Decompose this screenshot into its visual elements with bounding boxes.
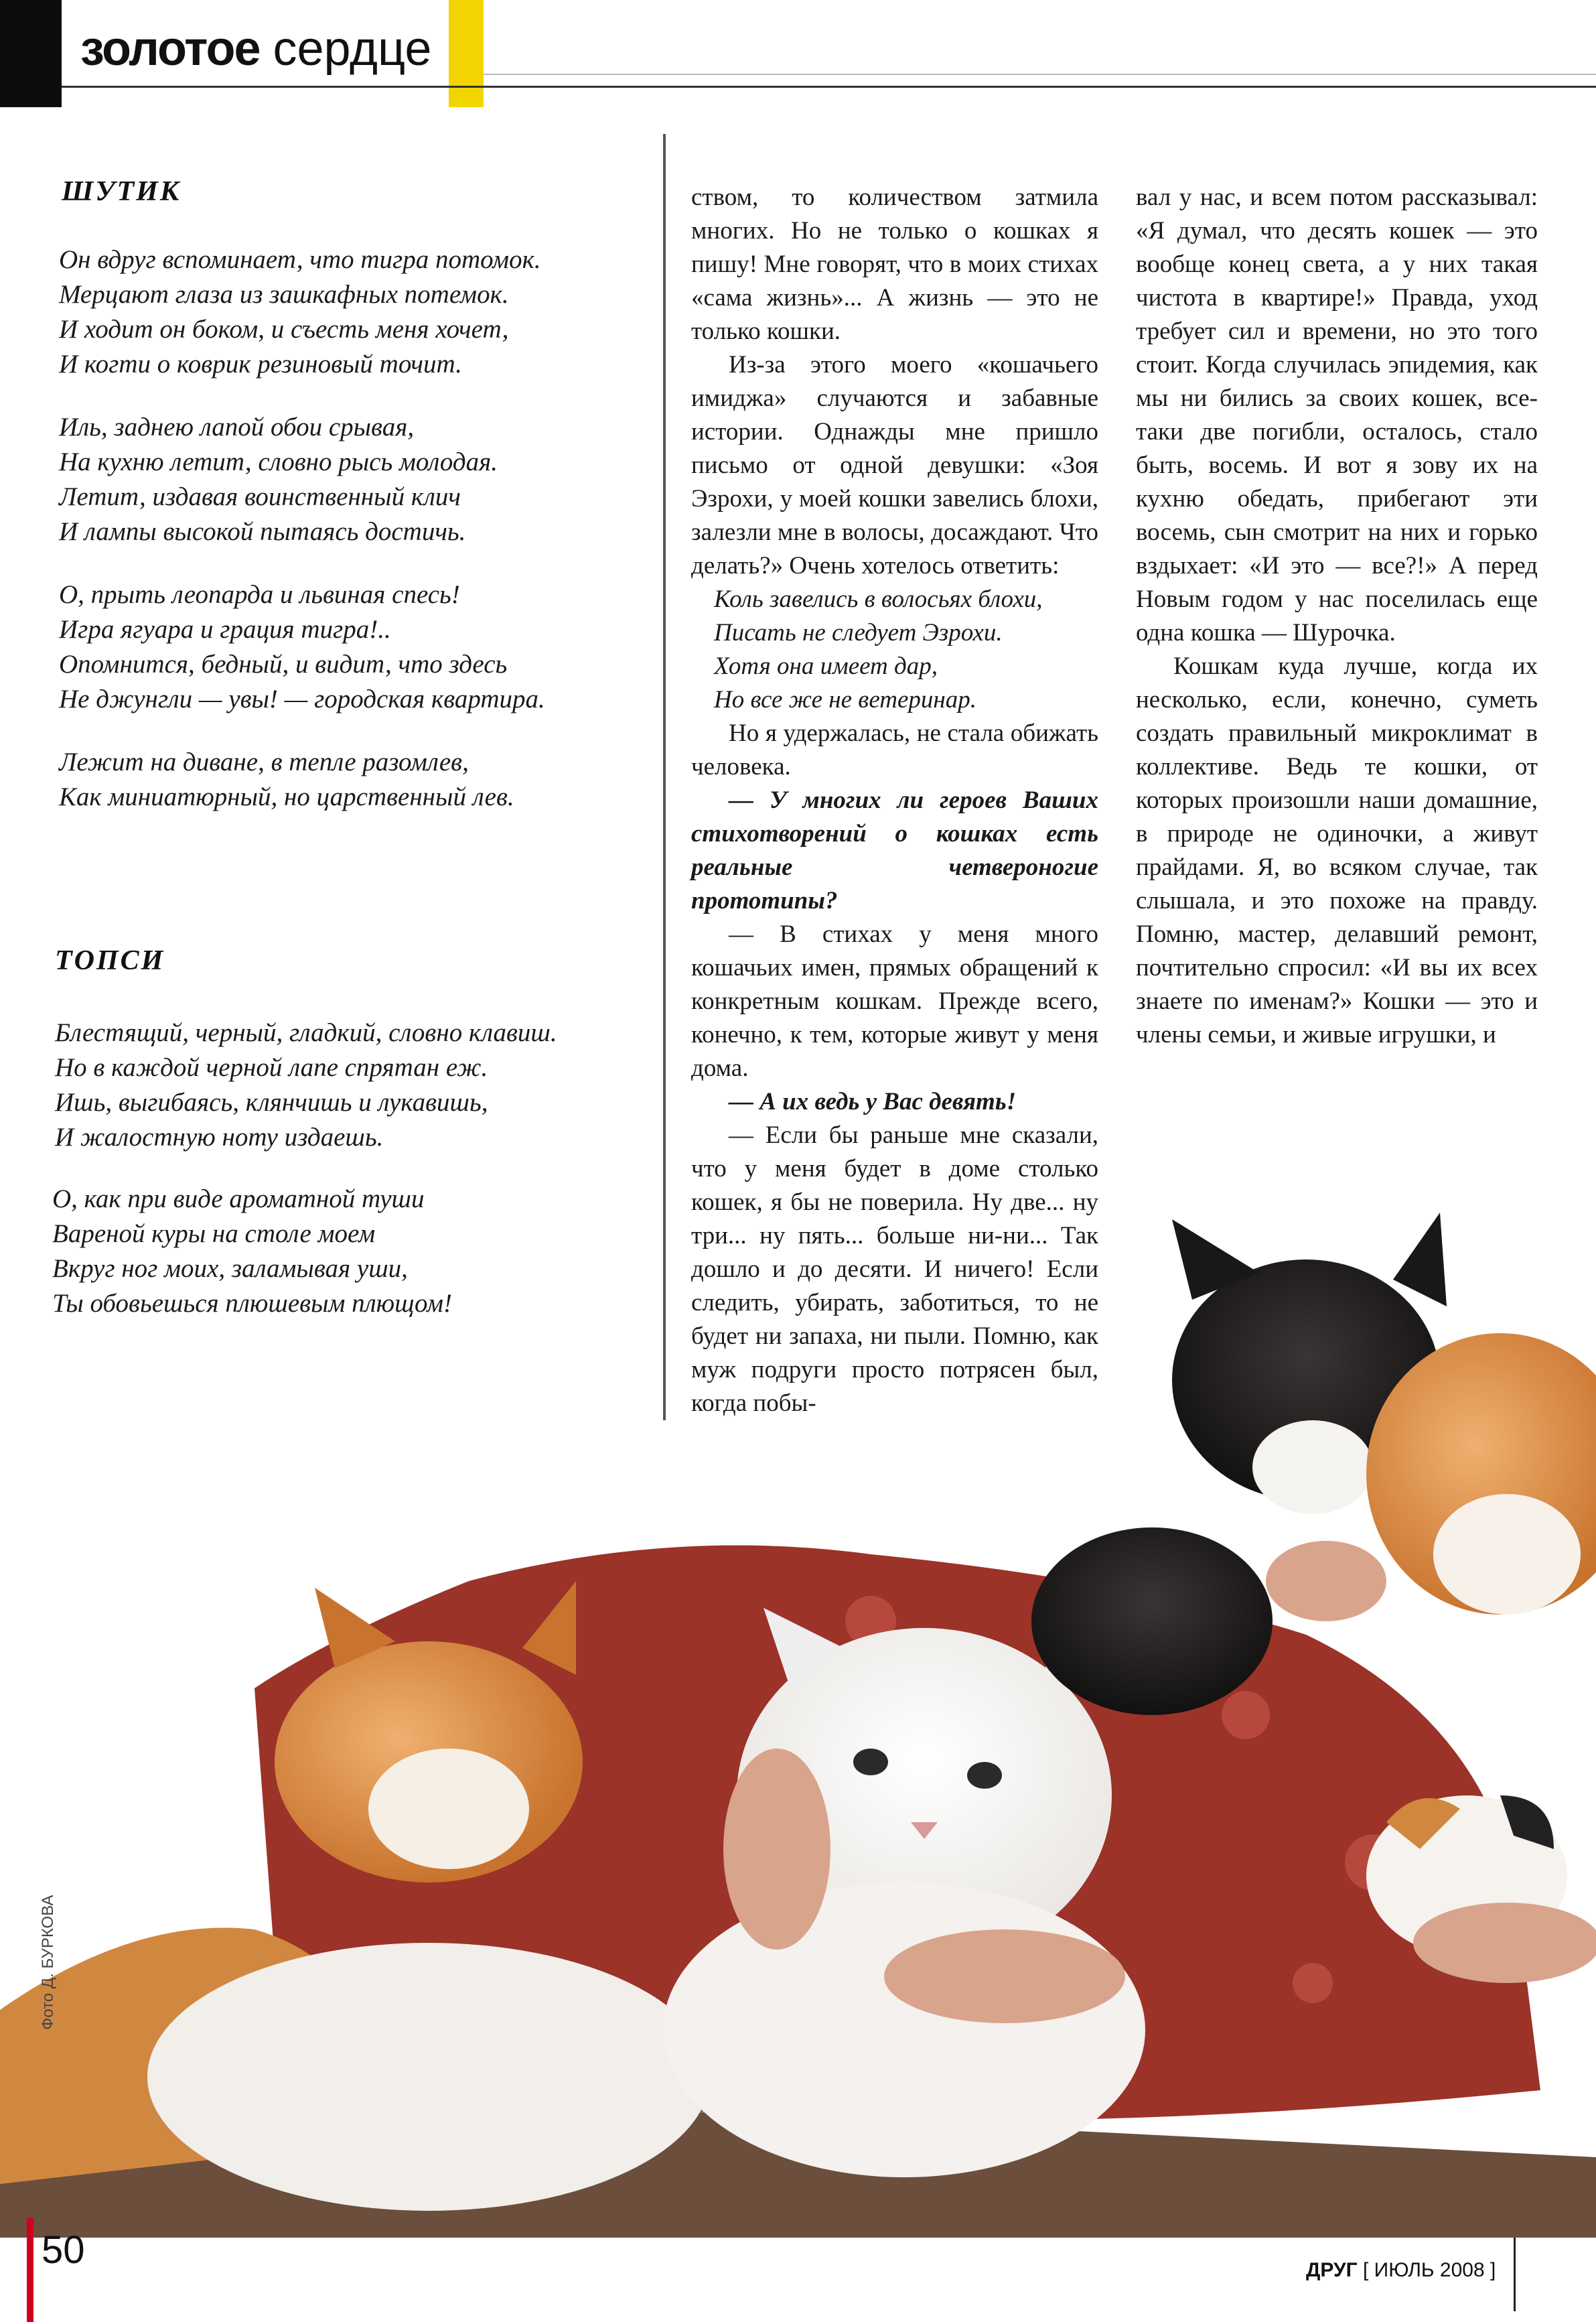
section-title-light: сердце xyxy=(273,22,432,76)
hand-right xyxy=(1266,1541,1386,1621)
article-column-middle xyxy=(691,181,1098,1420)
poem-line: Лежит на диване, в тепле разомлев, xyxy=(59,748,469,776)
poem-line: Не джунгли — увы! — городская квартира. xyxy=(59,685,545,713)
poem-line: Опомнится, бедный, и видит, что здесь xyxy=(59,650,508,679)
poem-line: О, как при виде ароматной туши xyxy=(52,1184,425,1213)
poem-line: И когти о коврик резиновый точит. xyxy=(59,350,462,379)
article-paragraph: Но я удержалась, не стала обижать человека. xyxy=(691,720,1098,780)
hand-left xyxy=(723,1749,830,1950)
poem-line: Мерцают глаза из зашкафных потемок. xyxy=(59,280,509,309)
poem-line: И ходит он боком, и съесть меня хочет, xyxy=(59,315,509,344)
poem-line: На кухню летит, словно рысь молодая. xyxy=(59,448,498,476)
verse-line: Но все же не ветеринар. xyxy=(714,686,977,713)
article-paragraph: ством, то количеством затмила многих. Но не только о кошках я пишу! Мне говорят, что в моих стихах «сама жизнь»... А жизнь — это не только кошки. xyxy=(691,184,1098,345)
article-paragraph: Кошкам куда лучше, когда их несколько, если, конечно, суметь создать правильный микроклимат в коллективе. Ведь те кошки, от которых произошли наши домашние, в природе не одиночки, а живут прайдами. Я, во всяком случае, так слышала, и это похоже на правду. Помню, мастер, делавший ремонт, почтительно спросил: «И вы их всех знаете по именам?» Кошки — это и члены семьи, и живые игрушки, и xyxy=(1136,653,1538,1048)
poem-stanza xyxy=(55,1016,557,1155)
poem-line: Он вдруг вспоминает, что тигра потомок. xyxy=(59,245,541,274)
issue-date: [ ИЮЛЬ 2008 ] xyxy=(1363,2259,1496,2281)
poem-line: Вареной куры на столе моем xyxy=(52,1219,376,1248)
hand-far-right xyxy=(1413,1903,1596,1983)
verse-line: Коль завелись в волосьях блохи, xyxy=(714,586,1043,613)
interview-question: — У многих ли героев Ваших стихотворений о кошках есть реальные четвероногие прототипы? xyxy=(691,787,1098,914)
poem-line: Как миниатюрный, но царственный лев. xyxy=(59,782,514,811)
poem-title-topsi: ТОПСИ xyxy=(55,945,165,976)
poem-line: Ишь, выгибаясь, клянчишь и лукавишь, xyxy=(55,1088,488,1117)
interview-question: — А их ведь у Вас девять! xyxy=(729,1088,1017,1115)
header-rule-thin xyxy=(484,74,1596,75)
poem-stanza xyxy=(59,577,545,717)
poem-line: Блестящий, черный, гладкий, словно клавиш. xyxy=(55,1018,557,1047)
poem-line: Летит, издавая воинственный клич xyxy=(59,482,461,511)
verse-line: Хотя она имеет дар, xyxy=(714,653,938,680)
poem-stanza xyxy=(59,745,514,815)
article-column-right xyxy=(1136,181,1538,1052)
poem-title-shutik: ШУТИК xyxy=(62,176,182,207)
poem-line: Ты обовьешься плюшевым плющом! xyxy=(52,1289,452,1318)
article-paragraph: Из-за этого моего «кошачьего имиджа» случаются и забавные истории. Однажды мне пришло письмо от одной девушки: «Зоя Эзрохи, у моей кошки завелись блохи, залезли мне в волосы, досаждают. Что делать?» Очень хотелось ответить: xyxy=(691,351,1098,579)
footer-red-bar xyxy=(27,2217,33,2322)
article-paragraph: вал у нас, и всем потом рассказывал: «Я думал, что десять кошек — это вообще конец света, а у них такая чистота в квартире!» Правда, уход требует сил и времени, но это того стоит. Когда случилась эпидемия, как мы ни бились за своих кошек, все-таки две погибли, осталось, стало быть, восемь. И вот я зову их на кухню обедать, прибегают эти восемь, сын смотрит на них и горько вздыхает: «И это — все?!» А перед Новым годом у нас поселилась еще одна кошка — Шурочка. xyxy=(1136,184,1538,646)
section-title-bold: золотое xyxy=(80,22,260,76)
photo-credit: Фото Д. БУРКОВА xyxy=(39,1895,57,2030)
poem-line: Но в каждой черной лапе спрятан еж. xyxy=(55,1053,488,1082)
page-number: 50 xyxy=(42,2228,85,2272)
poem-line: Игра ягуара и грация тигра!.. xyxy=(59,615,391,644)
poem-stanza xyxy=(59,410,498,549)
footer-rule xyxy=(1514,2238,1516,2311)
verse-line: Писать не следует Эзрохи. xyxy=(714,619,1003,646)
article-paragraph: — Если бы раньше мне сказали, что у меня будет в доме столько кошек, я бы не поверила. Ну две... ну три... ну пять... больше ни-ни... Так дошло и до десяти. И ничего! Если следить, убирать, заботиться, то не будет ни запаха, ни пыли. Помню, как муж подруги просто потрясен был, когда побы- xyxy=(691,1121,1098,1417)
black-cat-middle xyxy=(1031,1527,1273,1715)
poem-line: И лампы высокой пытаясь достичь. xyxy=(59,517,466,546)
magazine-name: ДРУГ xyxy=(1306,2259,1358,2281)
poem-stanza xyxy=(59,243,541,382)
article-paragraph: — В стихах у меня много кошачьих имен, прямых обращений к конкретным кошкам. Прежде всего, конечно, к тем, которые живут у меня дома. xyxy=(691,920,1098,1082)
poem-line: И жалостную ноту издаешь. xyxy=(55,1123,384,1152)
header-yellow-bar xyxy=(449,0,484,107)
magazine-issue xyxy=(1306,2259,1496,2282)
poem-line: Иль, заднею лапой обои срывая, xyxy=(59,413,415,441)
poem-line: Вкруг ног моих, заламывая уши, xyxy=(52,1254,408,1283)
poem-line: О, прыть леопарда и львиная спесь! xyxy=(59,580,460,609)
section-title xyxy=(80,19,431,79)
header-black-bar xyxy=(0,0,62,107)
header-rule xyxy=(62,86,1596,88)
hand-center xyxy=(884,1929,1125,2023)
